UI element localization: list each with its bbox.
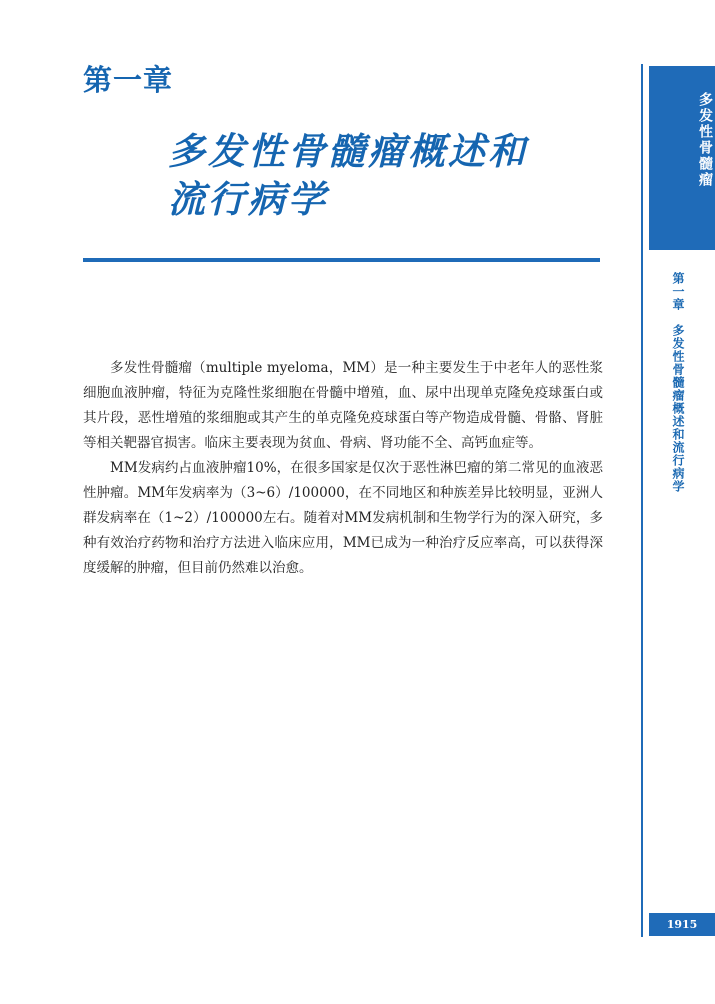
page-number: 1915 [649,913,715,936]
running-title: 第一章 多发性骨髓瘤概述和流行病学 [671,272,685,493]
chapter-label: 第一章 [83,63,174,97]
paragraph-2: MM发病约占血液肿瘤10%，在很多国家是仅次于恶性淋巴瘤的第二常见的血液恶性肿瘤。MM年发病率为（3~6）/100000，在不同地区和种族差异比较明显，亚洲人群发病率在（1~2）/100000左右。随着对MM发病机制和生物学行为的深入研究，多种有效治疗药物和治疗方法进入临床应用，MM已成为一种治疗反应率高，可以获得深度缓解的肿瘤，但目前仍然难以治愈。 [83,460,603,576]
side-tab [649,66,715,250]
body-text [83,356,603,581]
chapter-title-line-1: 多发性骨髓瘤概述和 [168,130,528,173]
chapter-title-line-2: 流行病学 [168,178,328,221]
chapter-title [168,128,588,224]
paragraph-1: 多发性骨髓瘤（multiple myeloma，MM）是一种主要发生于中老年人的恶性浆细胞血液肿瘤，特征为克隆性浆细胞在骨髓中增殖，血、尿中出现单克隆免疫球蛋白或其片段，恶性增殖的浆细胞或其产生的单克隆免疫球蛋白等产物造成骨髓、骨骼、肾脏等相关靶器官损害。临床主要表现为贫血、骨病、肾功能不全、高钙血症等。 [83,360,603,451]
title-divider [83,258,600,262]
side-tab-label: 多发性骨髓瘤 [697,92,713,188]
side-vertical-rule [641,64,643,937]
